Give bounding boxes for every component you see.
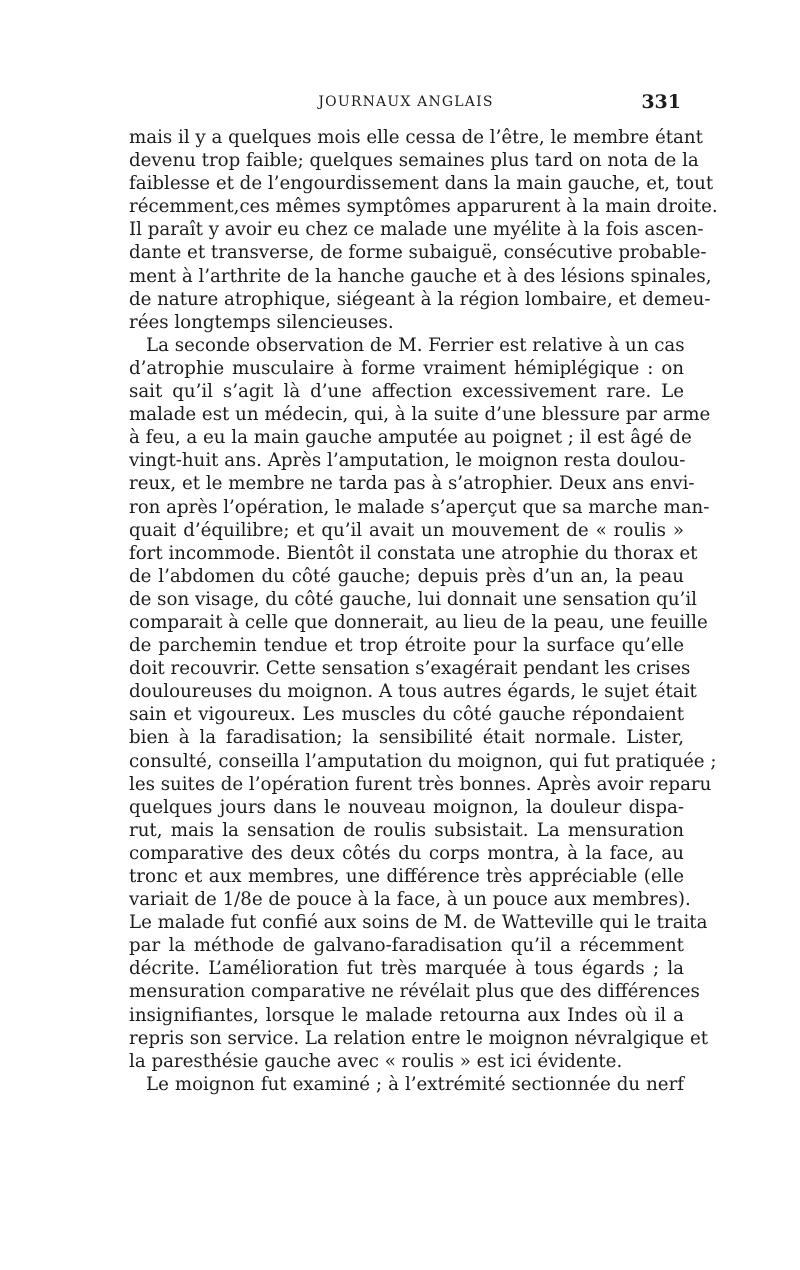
text-line: comparative des deux côtés du corps montra, à la face, au — [129, 842, 684, 864]
running-head — [129, 88, 683, 114]
text-line: bien à la faradisation; la sensibilité était normale. Lister, — [129, 727, 684, 749]
text-line: sait qu’il s’agit là d’une affection excessivement rare. Le — [129, 381, 684, 403]
text-line: rées longtemps silencieuses. — [129, 311, 394, 333]
text-line: de parchemin tendue et trop étroite pour la surface qu’elle — [129, 635, 684, 657]
text-line: variait de 1/8e de pouce à la face, à un pouce aux membres). — [129, 889, 691, 911]
text-line: sain et vigoureux. Les muscles du côté gauche répondaient — [129, 704, 684, 726]
text-line: la paresthésie gauche avec « roulis » est ici évidente. — [129, 1050, 623, 1072]
text-line: de nature atrophique, siégeant à la région lombaire, et demeu- — [129, 288, 711, 310]
text-line: quelques jours dans le nouveau moignon, la douleur dispa- — [129, 796, 684, 818]
text-line: ron après l’opération, le malade s’aperçut que sa marche man- — [129, 496, 710, 518]
text-line: La seconde observation de M. Ferrier est relative à un cas — [146, 334, 685, 356]
text-line: doit recouvrir. Cette sensation s’exagérait pendant les crises — [129, 658, 691, 680]
text-line: vingt-huit ans. Après l’amputation, le moignon resta doulou- — [129, 450, 686, 472]
text-line: douloureuses du moignon. A tous autres égards, le sujet était — [129, 681, 697, 703]
text-line: Il paraît y avoir eu chez ce malade une myélite à la fois ascen- — [129, 219, 704, 241]
text-line: tronc et aux membres, une différence très appréciable (elle — [129, 866, 684, 887]
text-line: à feu, a eu la main gauche amputée au poignet ; il est âgé de — [129, 427, 692, 449]
text-line: quait d’équilibre; et qu’il avait un mouvement de « roulis » — [129, 519, 684, 541]
page-number: 331 — [641, 91, 681, 113]
running-title: JOURNAUX ANGLAIS — [318, 94, 494, 110]
text-line: rut, mais la sensation de roulis subsistait. La mensuration — [129, 819, 684, 841]
text-line: comparait à celle que donnerait, au lieu de la peau, une feuille — [129, 611, 708, 633]
text-line: devenu trop faible; quelques semaines plus tard on nota de la — [129, 150, 699, 172]
text-line: malade est un médecin, qui, à la suite d’une blessure par arme — [129, 404, 711, 426]
text-line: Le moignon fut examiné ; à l’extrémité sectionnée du nerf — [146, 1073, 684, 1095]
text-line: de l’abdomen du côté gauche; depuis près d’un an, la peau — [129, 565, 684, 587]
text-line: les suites de l’opération furent très bonnes. Après avoir reparu — [129, 773, 712, 795]
text-line: mais il y a quelques mois elle cessa de l’être, le membre étant — [129, 127, 703, 148]
text-line: par la méthode de galvano-faradisation qu’il a récemment — [129, 935, 684, 957]
text-line: faiblesse et de l’engourdissement dans la main gauche, et, tout — [129, 173, 714, 195]
text-line: mensuration comparative ne révélait plus que des différences — [129, 981, 700, 1003]
text-line: reux, et le membre ne tarda pas à s’atrophier. Deux ans envi- — [129, 473, 695, 495]
text-line: récemment,ces mêmes symptômes apparurent à la main droite. — [129, 196, 718, 218]
text-line: dante et transverse, de forme subaiguë, consécutive probable- — [129, 242, 707, 264]
text-line: insignifiantes, lorsque le malade retourna aux Indes où il a — [129, 1004, 684, 1026]
text-line: repris son service. La relation entre le moignon névralgique et — [129, 1027, 709, 1049]
text-line: de son visage, du côté gauche, lui donnait une sensation qu’il — [129, 588, 697, 610]
text-line: d’atrophie musculaire à forme vraiment hémiplégique : on — [129, 357, 684, 379]
text-line: ment à l’arthrite de la hanche gauche et à des lésions spinales, — [129, 265, 712, 287]
text-line: consulté, conseilla l’amputation du moignon, qui fut pratiquée ; — [129, 750, 717, 772]
text-line: Le malade fut confié aux soins de M. de Watteville qui le traita — [129, 912, 708, 934]
text-line: fort incommode. Bientôt il constata une atrophie du thorax et — [129, 542, 698, 564]
body-text — [129, 126, 718, 1096]
text-line: décrite. L’amélioration fut très marquée à tous égards ; la — [129, 958, 684, 980]
